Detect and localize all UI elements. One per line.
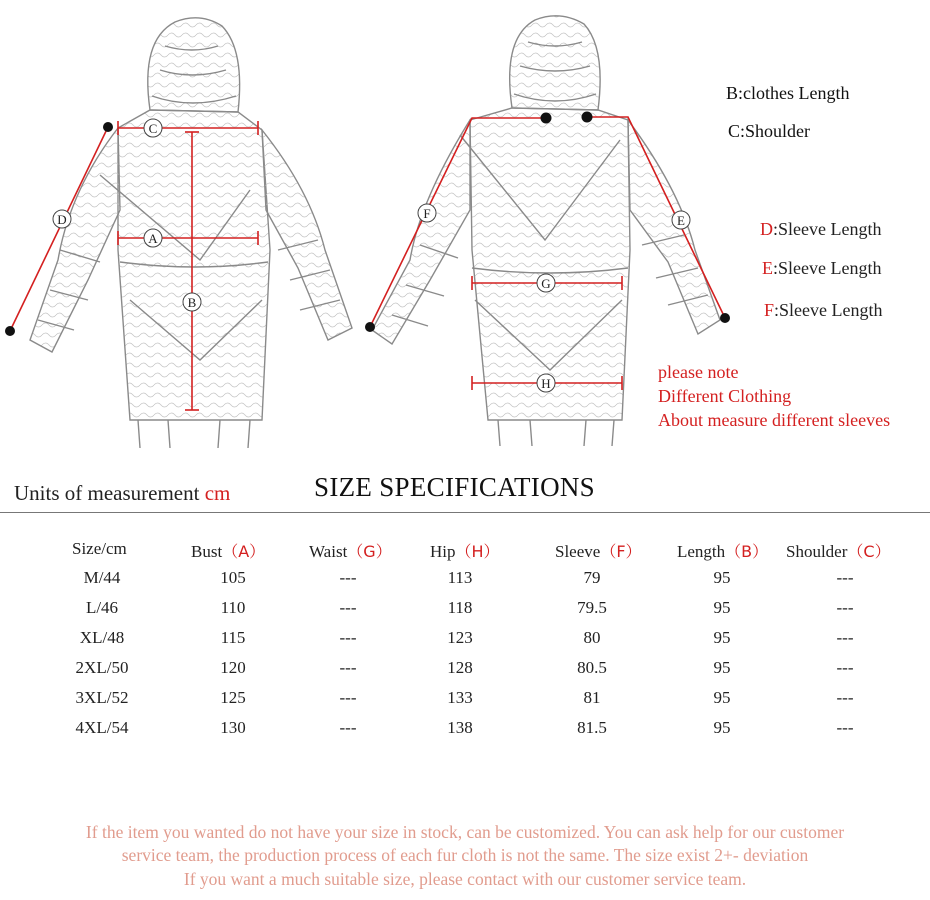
marker-g xyxy=(537,274,555,292)
table-cell: 110 xyxy=(220,598,246,617)
footer-line-1: If the item you wanted do not have your size in stock, can be customized. You can ask help for our customer xyxy=(85,822,845,842)
table-cell: 95 xyxy=(713,628,731,647)
size-cell: 3XL/52 xyxy=(75,688,129,707)
svg-text:B: B xyxy=(187,295,197,310)
legend-f-text: :Sleeve Length xyxy=(774,300,883,320)
header-waist: Waist（G） xyxy=(309,542,392,561)
header-length: Length（B） xyxy=(677,542,769,561)
table-cell: 125 xyxy=(220,688,246,707)
table-cell: 95 xyxy=(713,688,731,707)
table-cell: 133 xyxy=(447,688,473,707)
table-cell: --- xyxy=(339,628,357,647)
marker-a xyxy=(144,229,162,247)
table-cell: 113 xyxy=(447,568,473,587)
table-cell: 95 xyxy=(713,568,731,587)
footer-line-3: If you want a much suitable size, please contact with our customer service team. xyxy=(183,869,747,889)
marker-h xyxy=(537,374,555,392)
svg-text:C: C xyxy=(148,121,158,136)
table-cell: --- xyxy=(836,688,854,707)
table-cell: 130 xyxy=(220,718,246,737)
table-cell: --- xyxy=(339,568,357,587)
table-cell: 79 xyxy=(583,568,601,587)
marker-c xyxy=(144,119,162,137)
header-size: Size/cm xyxy=(72,539,127,558)
table-cell: 81.5 xyxy=(577,718,607,737)
units-title xyxy=(14,481,230,506)
legend-c: C:Shoulder xyxy=(728,121,811,141)
svg-text:H: H xyxy=(541,376,551,391)
divider xyxy=(0,512,930,513)
table-cell: 123 xyxy=(447,628,473,647)
marker-f xyxy=(418,204,436,222)
note-line-1: please note xyxy=(658,362,739,382)
table-cell: 115 xyxy=(220,628,246,647)
size-spec-title: SIZE SPECIFICATIONS xyxy=(314,472,595,502)
legend-e-text: :Sleeve Length xyxy=(773,258,882,278)
table-cell: 138 xyxy=(447,718,473,737)
table-cell: --- xyxy=(339,718,357,737)
header-sleeve: Sleeve（F） xyxy=(555,542,642,561)
marker-e xyxy=(672,211,690,229)
header-shoulder: Shoulder（C） xyxy=(786,542,891,561)
size-cell: 4XL/54 xyxy=(75,718,129,737)
legend-f xyxy=(764,300,882,321)
table-cell: 80.5 xyxy=(577,658,607,677)
legend-b: B:clothes Length xyxy=(726,83,850,103)
table-cell: 95 xyxy=(713,658,731,677)
table-cell: --- xyxy=(836,598,854,617)
legend-f-key: F xyxy=(764,300,775,320)
legend-e-key: E xyxy=(762,258,773,278)
size-cell: 2XL/50 xyxy=(75,658,129,677)
legend-d-text: :Sleeve Length xyxy=(773,219,882,239)
table-cell: --- xyxy=(836,718,854,737)
table-cell: --- xyxy=(836,628,854,647)
footer-line-2: service team, the production process of each fur cloth is not the same. The size exist 2+- deviation xyxy=(121,845,809,865)
header-hip: Hip（H） xyxy=(430,542,500,561)
size-cell: XL/48 xyxy=(79,628,125,647)
table-cell: 80 xyxy=(583,628,601,647)
units-label: Units of measurement xyxy=(14,481,205,505)
table-cell: 79.5 xyxy=(577,598,607,617)
table-cell: 128 xyxy=(447,658,473,677)
front-coat-sketch xyxy=(30,18,352,448)
table-cell: --- xyxy=(339,658,357,677)
header-bust: Bust（A） xyxy=(191,542,266,561)
marker-d xyxy=(53,210,71,228)
svg-text:E: E xyxy=(677,213,685,228)
units-value: cm xyxy=(204,481,231,505)
table-cell: 95 xyxy=(713,718,731,737)
svg-text:G: G xyxy=(541,276,551,291)
table-cell: 81 xyxy=(583,688,601,707)
svg-text:F: F xyxy=(423,206,431,221)
table-cell: --- xyxy=(339,688,357,707)
table-cell: --- xyxy=(836,658,854,677)
svg-text:A: A xyxy=(148,231,158,246)
table-cell: --- xyxy=(339,598,357,617)
legend-d xyxy=(760,219,881,240)
note-line-2: Different Clothing xyxy=(658,386,792,406)
marker-b xyxy=(183,293,201,311)
legend-e xyxy=(762,258,881,279)
svg-text:D: D xyxy=(57,212,67,227)
size-cell: L/46 xyxy=(85,598,119,617)
legend-d-key: D xyxy=(760,219,773,239)
note-line-3: About measure different sleeves xyxy=(658,410,891,430)
table-cell: 118 xyxy=(447,598,473,617)
table-cell: --- xyxy=(836,568,854,587)
table-cell: 120 xyxy=(220,658,246,677)
table-cell: 95 xyxy=(713,598,731,617)
table-cell: 105 xyxy=(220,568,246,587)
size-cell: M/44 xyxy=(83,568,121,587)
